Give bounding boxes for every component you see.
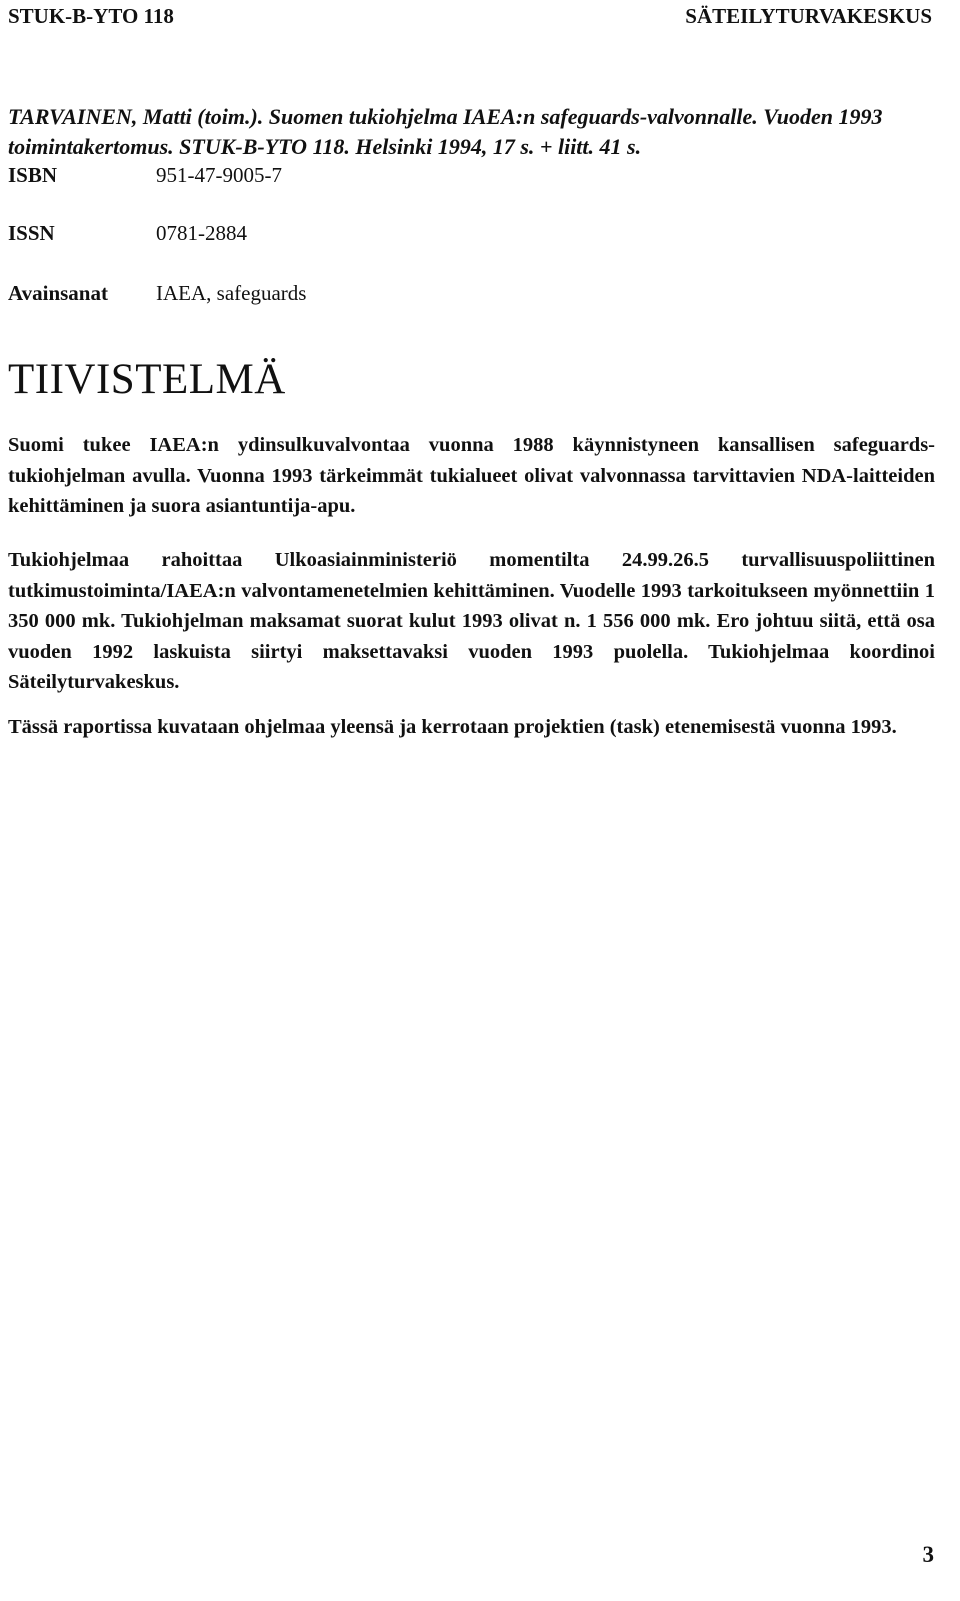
publisher-header: SÄTEILYTURVAKESKUS — [685, 4, 932, 28]
issn-label: ISSN — [8, 221, 55, 245]
isbn-row — [8, 162, 282, 188]
page-number: 3 — [922, 1542, 934, 1567]
isbn-value: 951-47-9005-7 — [156, 163, 282, 187]
bibliographic-citation: TARVAINEN, Matti (toim.). Suomen tukiohjelma IAEA:n safeguards-valvonnalle. Vuoden 1993 toimintakertomus. STUK-B-YTO 118. Helsinki 1994, 17 s. + liitt. 41 s. — [8, 104, 883, 159]
abstract-paragraph: Suomi tukee IAEA:n ydinsulkuvalvontaa vuonna 1988 käynnistyneen kansallisen safeguards-tukiohjelman avulla. Vuonna 1993 tärkeimmät tukialueet olivat valvonnassa tarvittavien NDA-laitteiden kehittäminen ja suora asiantuntija-apu. — [8, 434, 935, 517]
abstract-title: TIIVISTELMÄ — [8, 356, 286, 403]
issn-row — [8, 220, 247, 246]
keywords-label: Avainsanat — [8, 281, 108, 305]
abstract-paragraph: Tässä raportissa kuvataan ohjelmaa yleensä ja kerrotaan projektien (task) etenemisestä vuonna 1993. — [8, 716, 897, 738]
isbn-label: ISBN — [8, 163, 58, 187]
issn-value: 0781-2884 — [156, 221, 247, 245]
keywords-row — [8, 280, 306, 306]
abstract-paragraph: Tukiohjelmaa rahoittaa Ulkoasiainministeriö momentilta 24.99.26.5 turvallisuuspoliittinen tutkimustoiminta/IAEA:n valvontamenetelmien kehittäminen. Vuodelle 1993 tarkoitukseen myönnettiin 1 350 000 mk. Tukiohjelman maksamat suorat kulut 1993 olivat n. 1 556 000 mk. Ero johtuu siitä, että osa vuoden 1992 laskuista siirtyi maksettavaksi vuoden 1993 puolella. Tukiohjelmaa koordinoi Säteilyturvakeskus. — [8, 549, 935, 693]
report-code-header: STUK-B-YTO 118 — [8, 4, 174, 28]
keywords-value: IAEA, safeguards — [156, 281, 307, 305]
